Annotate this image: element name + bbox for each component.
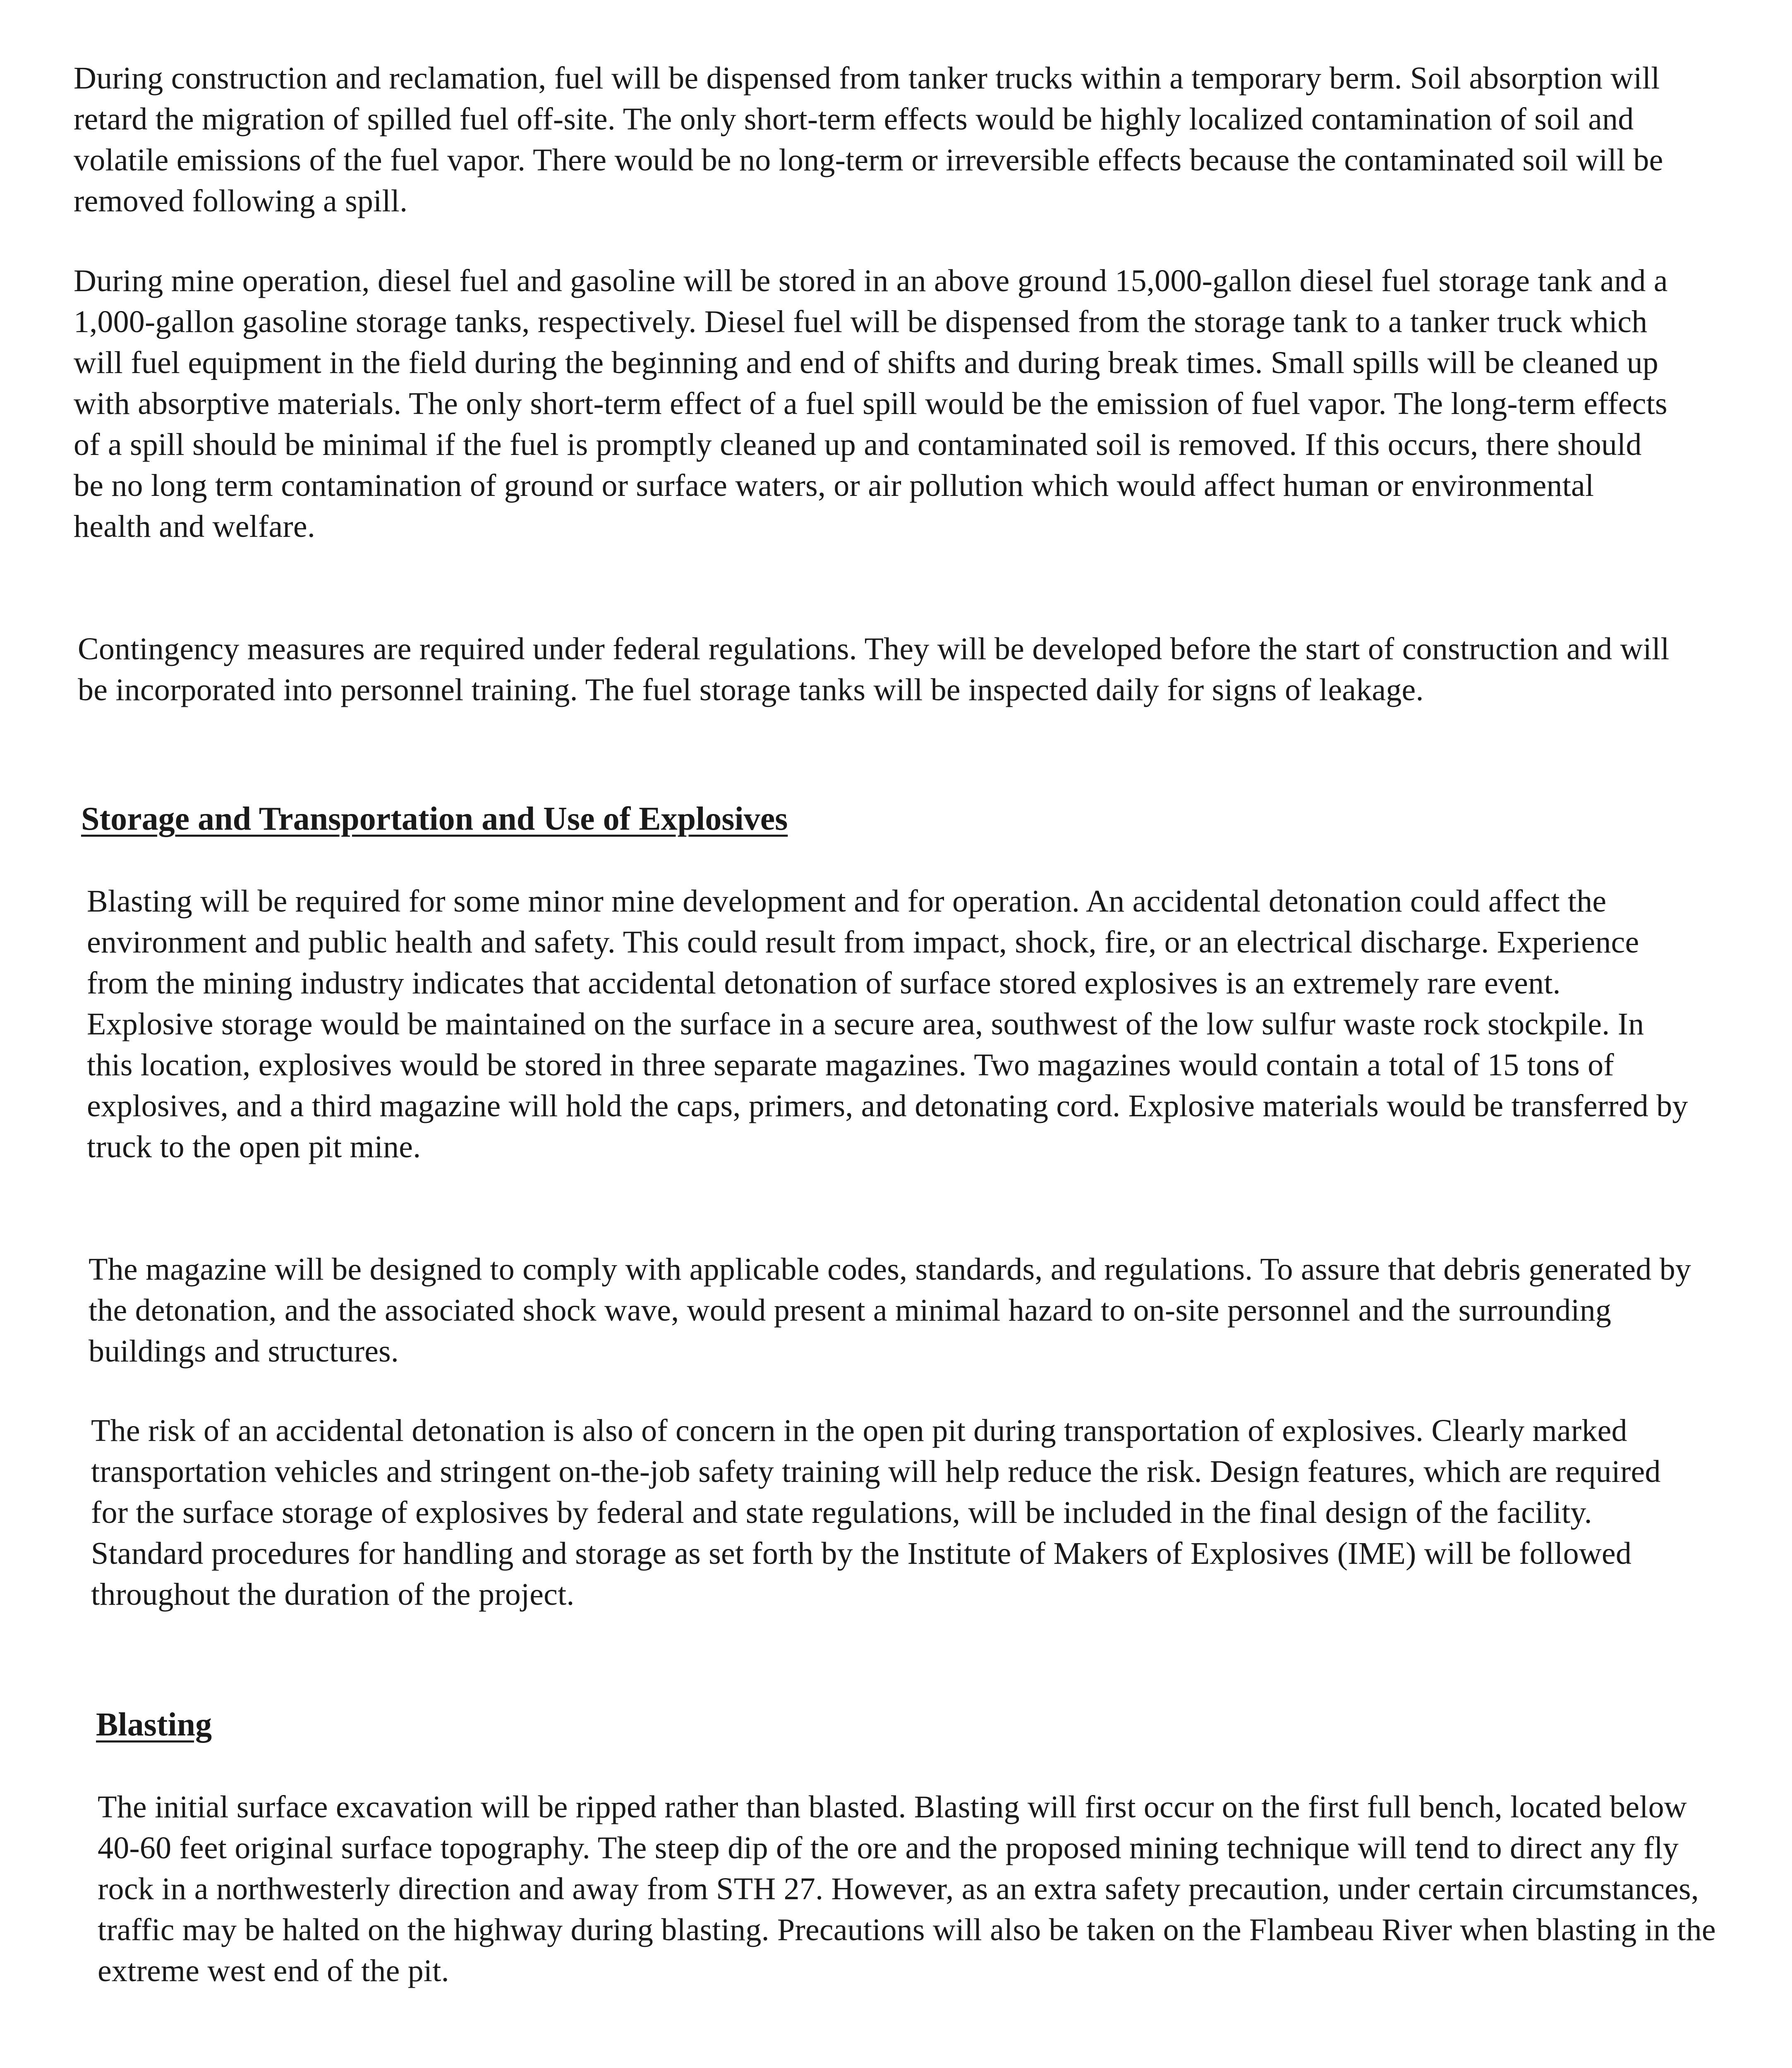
heading-blasting: Blasting: [96, 1707, 212, 1743]
paragraph-fuel-operation: During mine operation, diesel fuel and gasoline will be stored in an above ground 15,000-gallon diesel fuel storage tank and a 1,000-gallon gasoline storage tanks, respectively. Diesel fuel will be dispensed from the storage tank to a tanker truck which will fuel equipment in the field during the beginning and end of shifts and during break times. Small spills will be cleaned up with absorptive materials. The only short-term effect of a fuel spill would be the emission of fuel vapor. The long-term effects of a spill should be minimal if the fuel is promptly cleaned up and contaminated soil is removed. If this occurs, there should be no long term contamination of ground or surface waters, or air pollution which would affect human or environmental health and welfare.: [74, 263, 1668, 544]
paragraph-fuel-construction: During construction and reclamation, fuel will be dispensed from tanker trucks within a temporary berm. Soil absorption will retard the migration of spilled fuel off-site. The only short-term effects would be highly localized contamination of soil and volatile emissions of the fuel vapor. There would be no long-term or irreversible effects because the contaminated soil will be removed following a spill.: [74, 61, 1663, 218]
paragraph-contingency: Contingency measures are required under federal regulations. They will be developed before the start of construction and will be incorporated into personnel training. The fuel storage tanks will be inspected daily for signs of leakage.: [78, 632, 1670, 707]
paragraph-explosives-blasting-required: Blasting will be required for some minor mine development and for operation. An accidental detonation could affect the environment and public health and safety. This could result from impact, shock, fire, or an electrical discharge. Experience from the mining industry indicates that accidental detonation of surface stored explosives is an extremely rare event. Explosive storage would be maintained on the surface in a secure area, southwest of the low sulfur waste rock stockpile. In this location, explosives would be stored in three separate magazines. Two magazines would contain a total of 15 tons of explosives, and a third magazine will hold the caps, primers, and detonating cord. Explosive materials would be transferred by truck to the open pit mine.: [87, 884, 1688, 1164]
paragraph-blasting-initial: The initial surface excavation will be ripped rather than blasted. Blasting will first occur on the first full bench, located below 40-60 feet original surface topography. The steep dip of the ore and the proposed mining technique will tend to direct any fly rock in a northwesterly direction and away from STH 27. However, as an extra safety precaution, under certain circumstances, traffic may be halted on the highway during blasting. Precautions will also be taken on the Flambeau River when blasting in the extreme west end of the pit.: [98, 1790, 1716, 1988]
heading-explosives: Storage and Transportation and Use of Explosives: [81, 801, 788, 837]
paragraph-magazine-design: The magazine will be designed to comply with applicable codes, standards, and regulations. To assure that debris generated by the detonation, and the associated shock wave, would present a minimal hazard to on-site personnel and the surrounding buildings and structures.: [89, 1252, 1691, 1369]
paragraph-detonation-risk: The risk of an accidental detonation is also of concern in the open pit during transportation of explosives. Clearly marked transportation vehicles and stringent on-the-job safety training will help reduce the risk. Design features, which are required for the surface storage of explosives by federal and state regulations, will be included in the final design of the facility. Standard procedures for handling and storage as set forth by the Institute of Makers of Explosives (IME) will be followed throughout the duration of the project.: [91, 1413, 1661, 1612]
